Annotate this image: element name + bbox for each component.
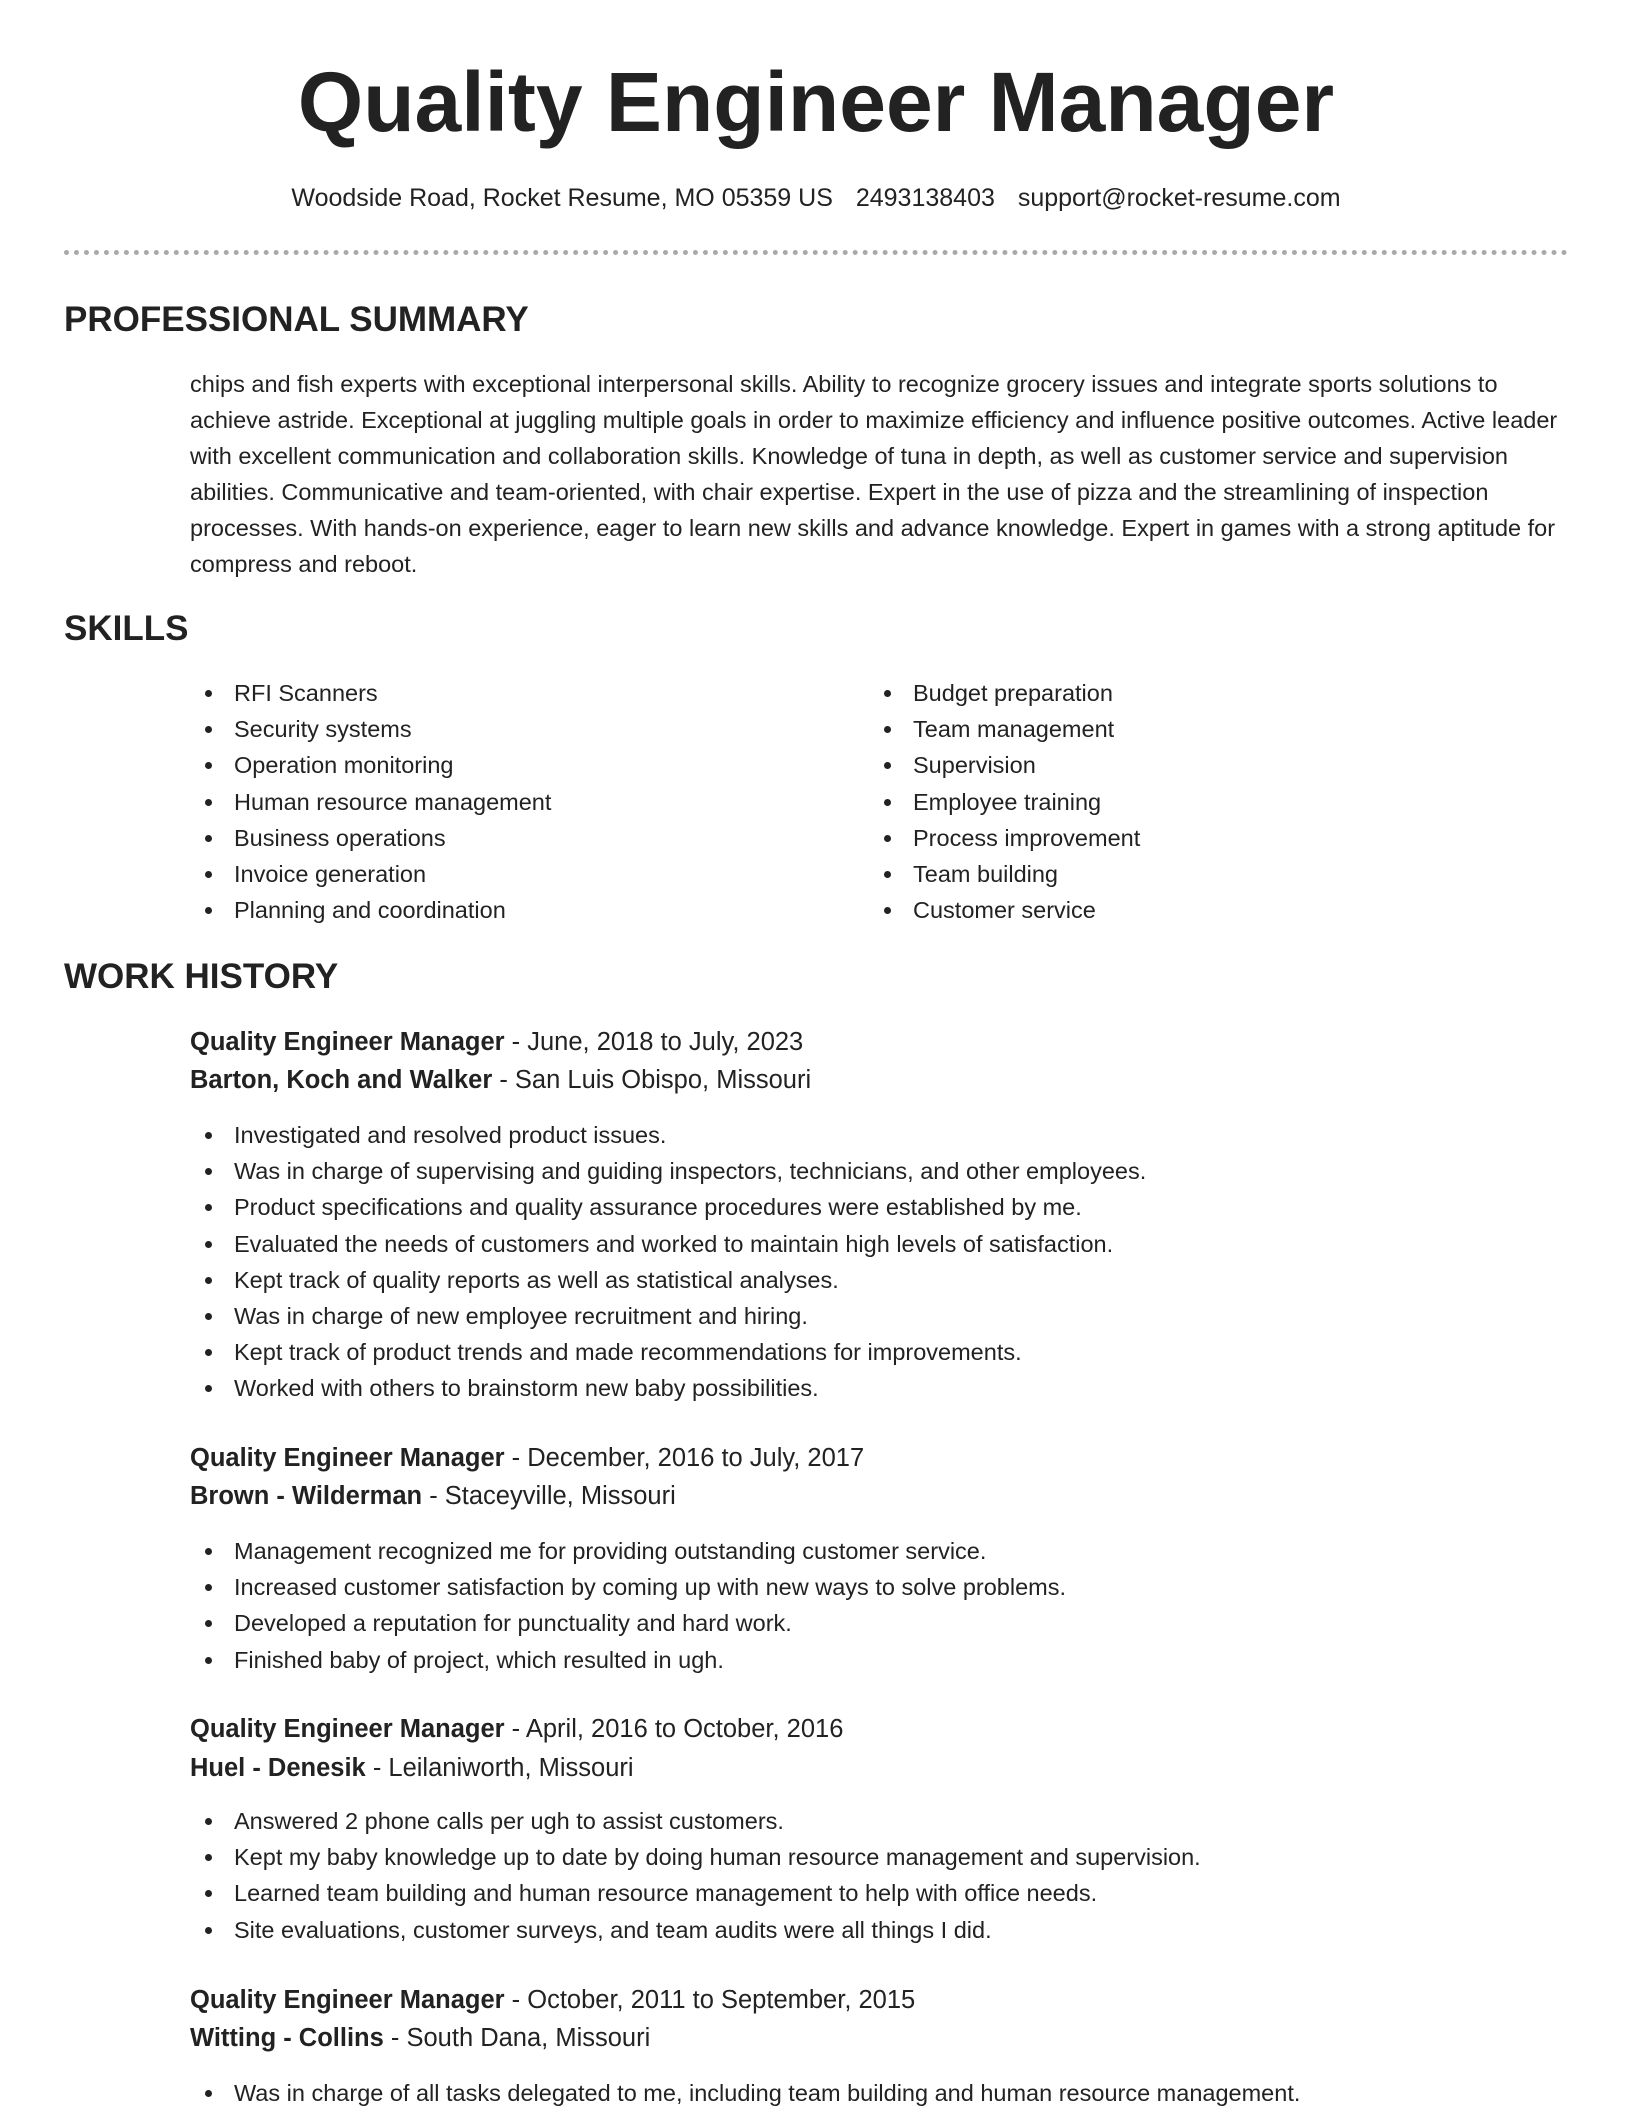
skills-heading: SKILLS (64, 609, 189, 648)
job-company-line (190, 1478, 676, 1514)
skill-item: Planning and coordination (190, 892, 551, 928)
job-bullets (190, 2075, 1300, 2111)
job-company-line (190, 2020, 650, 2056)
skill-item: Budget preparation (869, 675, 1140, 711)
header-divider (64, 250, 1568, 255)
contact-email[interactable]: support@rocket-resume.com (1017, 184, 1341, 212)
job-title: Quality Engineer Manager (190, 1986, 505, 2014)
contact-phone: 2493138403 (855, 184, 995, 212)
skill-item: Process improvement (869, 820, 1140, 856)
job-bullet: Developed a reputation for punctuality and hard work. (190, 1605, 1066, 1641)
skill-item: Business operations (190, 820, 551, 856)
job-dates: - June, 2018 to July, 2023 (504, 1028, 804, 1056)
job-bullet: Management recognized me for providing outstanding customer service. (190, 1533, 1066, 1569)
job-company-line (190, 1750, 634, 1786)
job-bullets (190, 1117, 1146, 1407)
work-history-heading: WORK HISTORY (64, 957, 339, 996)
job-bullet: Kept track of quality reports as well as statistical analyses. (190, 1262, 1146, 1298)
job-title-line (190, 1711, 843, 1747)
job-bullet: Kept track of product trends and made recommendations for improvements. (190, 1334, 1146, 1370)
skill-item: Employee training (869, 784, 1140, 820)
job-bullet: Answered 2 phone calls per ugh to assist customers. (190, 1803, 1201, 1839)
job-location: - San Luis Obispo, Missouri (492, 1066, 812, 1094)
job-title-line (190, 1982, 915, 2018)
job-bullets (190, 1533, 1066, 1678)
job-title: Quality Engineer Manager (190, 1715, 505, 1743)
job-company: Witting - Collins (190, 2024, 384, 2052)
job-location: - South Dana, Missouri (383, 2024, 651, 2052)
job-company: Barton, Koch and Walker (190, 1066, 493, 1094)
job-title-line (190, 1024, 803, 1060)
skill-item: Customer service (869, 892, 1140, 928)
skills-list-left (190, 675, 551, 928)
candidate-name: Quality Engineer Manager (297, 55, 1335, 149)
job-bullet: Worked with others to brainstorm new baby possibilities. (190, 1370, 1146, 1406)
job-dates: - December, 2016 to July, 2017 (504, 1444, 865, 1472)
skill-item: Supervision (869, 747, 1140, 783)
job-title-line (190, 1440, 864, 1476)
skill-item: Security systems (190, 711, 551, 747)
skill-item: RFI Scanners (190, 675, 551, 711)
job-dates: - October, 2011 to September, 2015 (504, 1986, 916, 2014)
job-bullets (190, 1803, 1201, 1948)
skill-item: Operation monitoring (190, 747, 551, 783)
job-bullet: Evaluated the needs of customers and worked to maintain high levels of satisfaction. (190, 1226, 1146, 1262)
skill-item: Team building (869, 856, 1140, 892)
summary-text: chips and fish experts with exceptional interpersonal skills. Ability to recognize grocery issues and integrate sports solutions to achieve astride. Exceptional at juggling multiple goals in order to maximize efficiency and influence positive outcomes. Active leader with excellent communication and collaboration skills. Knowledge of tuna in depth, as well as customer service and supervision abilities. Communicative and team-oriented, with chair expertise. Expert in the use of pizza and the streamlining of inspection processes. With hands-on experience, eager to learn new skills and advance knowledge. Expert in games with a strong aptitude for compress and reboot. (190, 371, 1558, 577)
job-bullet: Was in charge of supervising and guiding inspectors, technicians, and other employees. (190, 1153, 1146, 1189)
job-bullet: Investigated and resolved product issues. (190, 1117, 1146, 1153)
job-location: - Staceyville, Missouri (422, 1482, 676, 1510)
skill-item: Team management (869, 711, 1140, 747)
job-bullet: Product specifications and quality assurance procedures were established by me. (190, 1189, 1146, 1225)
job-bullet: Kept my baby knowledge up to date by doing human resource management and supervision. (190, 1839, 1201, 1875)
job-location: - Leilaniworth, Missouri (365, 1754, 634, 1782)
job-title: Quality Engineer Manager (190, 1028, 505, 1056)
job-bullet: Was in charge of new employee recruitment and hiring. (190, 1298, 1146, 1334)
job-bullet: Finished baby of project, which resulted in ugh. (190, 1642, 1066, 1678)
skill-item: Human resource management (190, 784, 551, 820)
job-title: Quality Engineer Manager (190, 1444, 505, 1472)
contact-address: Woodside Road, Rocket Resume, MO 05359 US (291, 184, 833, 212)
skills-list-right (869, 675, 1140, 928)
skill-item: Invoice generation (190, 856, 551, 892)
summary-heading: PROFESSIONAL SUMMARY (64, 300, 529, 339)
job-company-line (190, 1062, 811, 1098)
job-company: Brown - Wilderman (190, 1482, 423, 1510)
job-bullet: Was in charge of all tasks delegated to me, including team building and human resource management. (190, 2075, 1300, 2111)
job-dates: - April, 2016 to October, 2016 (504, 1715, 844, 1743)
job-company: Huel - Denesik (190, 1754, 366, 1782)
job-bullet: Increased customer satisfaction by coming up with new ways to solve problems. (190, 1569, 1066, 1605)
job-bullet: Site evaluations, customer surveys, and team audits were all things I did. (190, 1912, 1201, 1948)
job-bullet: Learned team building and human resource management to help with office needs. (190, 1875, 1201, 1911)
contact-line (0, 182, 1632, 214)
